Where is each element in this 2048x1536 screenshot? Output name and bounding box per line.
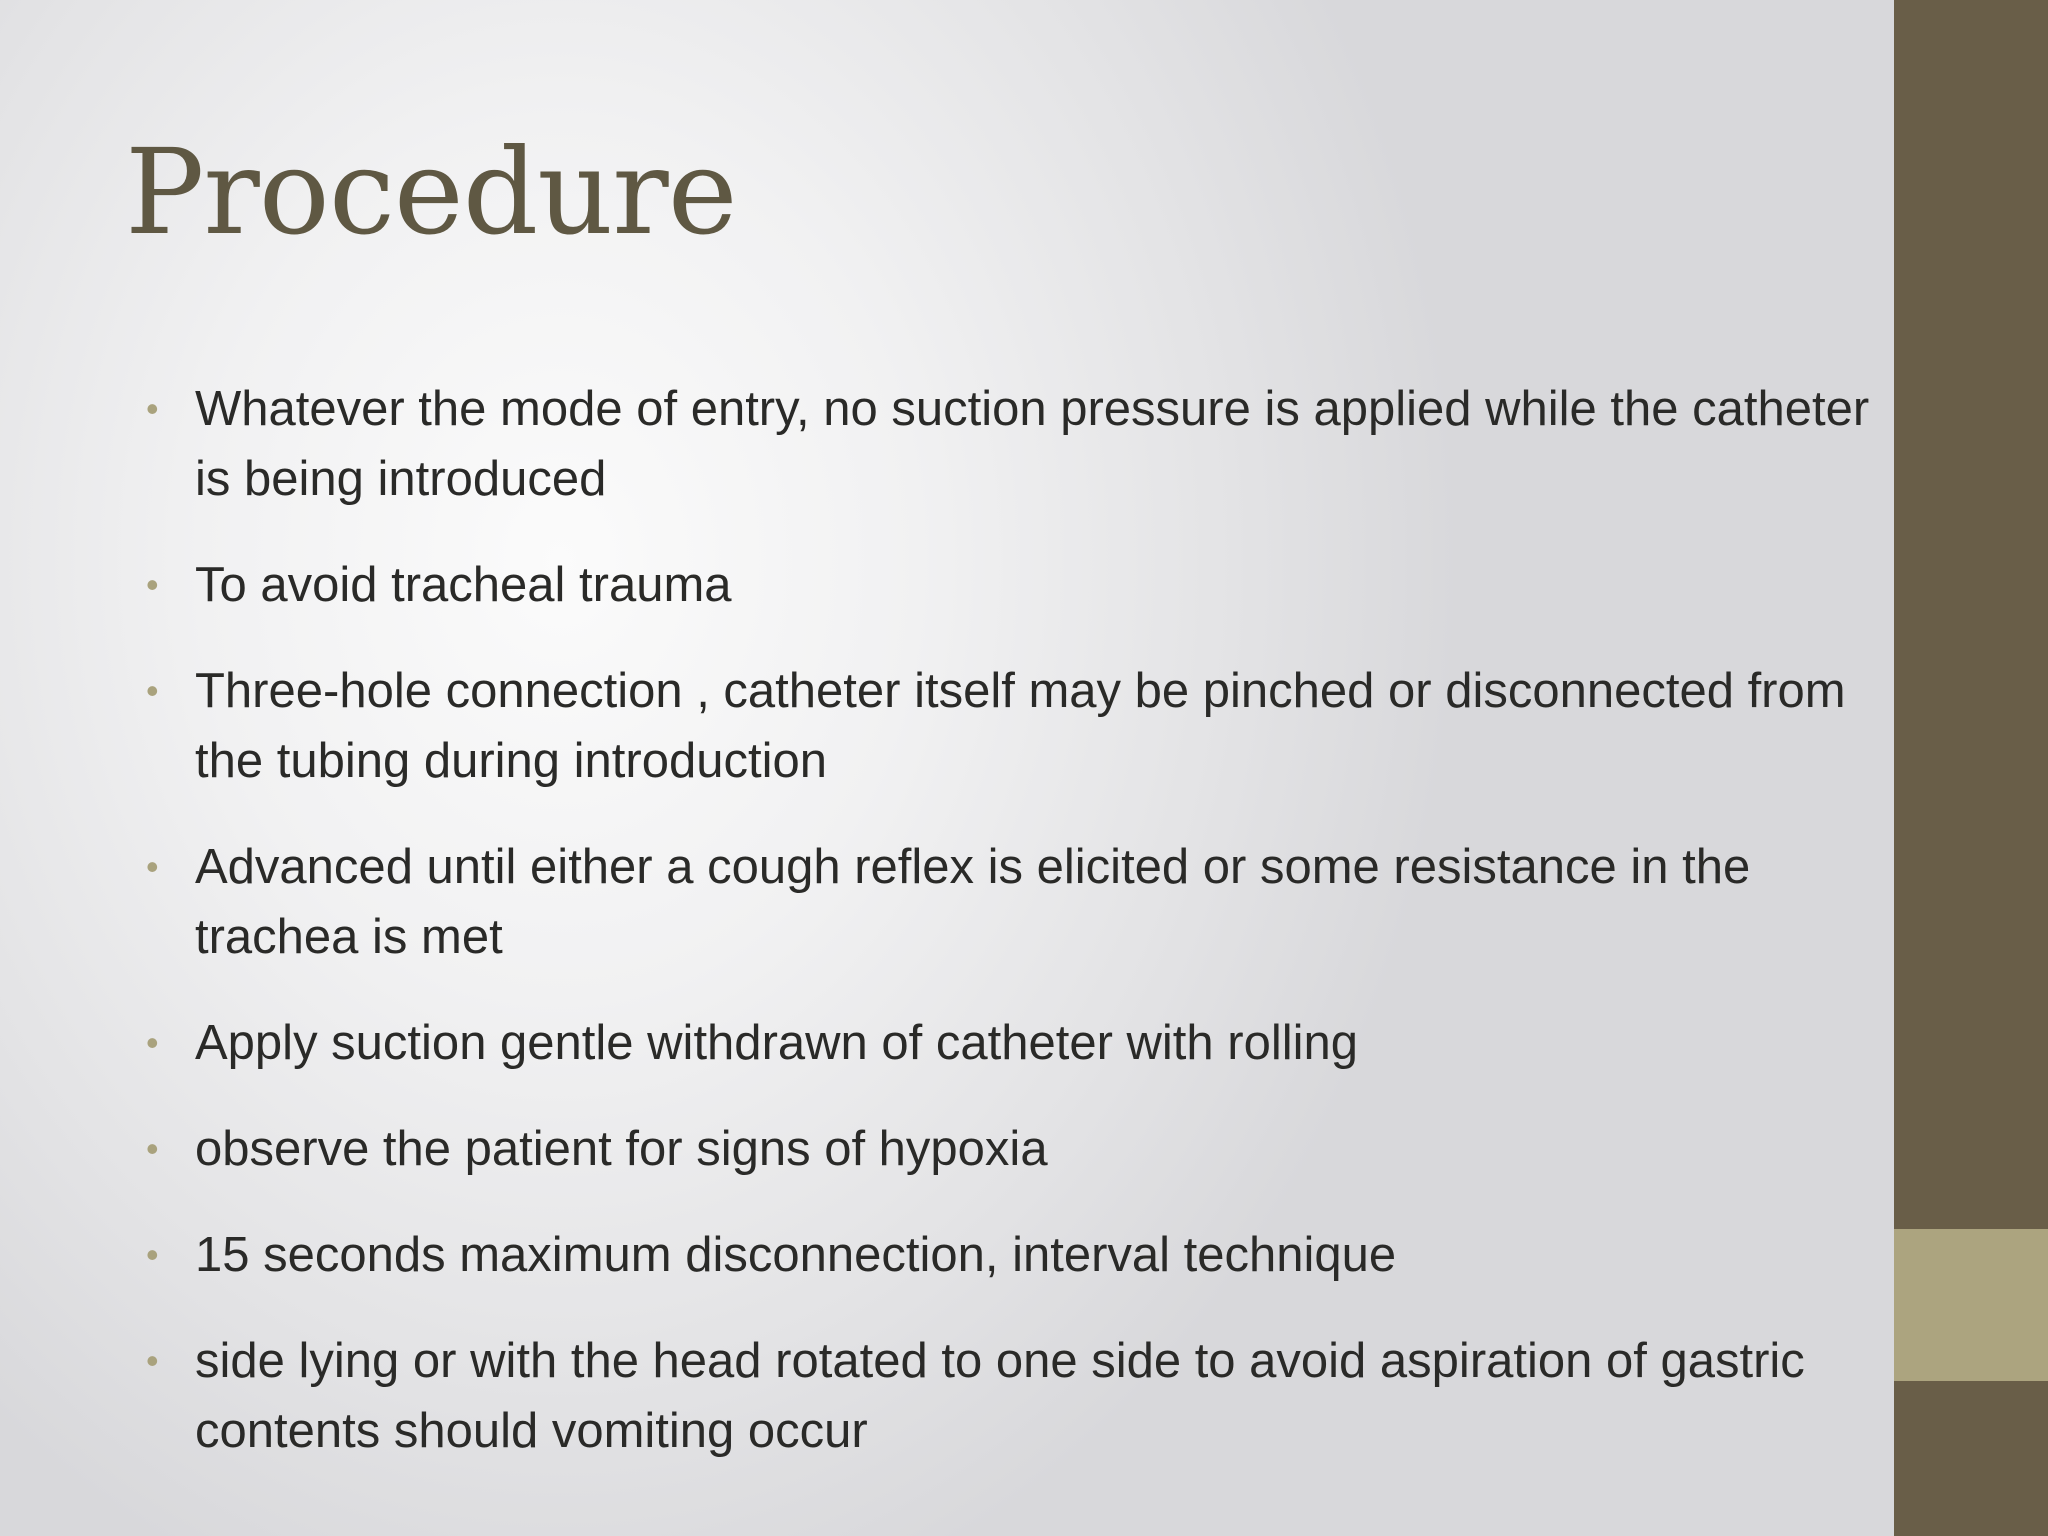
bullet-item bbox=[146, 550, 1886, 620]
bullet-text: Apply suction gentle withdrawn of catheter with rolling bbox=[195, 1016, 1359, 1070]
bullet-item bbox=[146, 374, 1886, 514]
slide-title: Procedure bbox=[125, 123, 737, 261]
bullet-text: Advanced until either a cough reflex is elicited or some resistance in the trachea is met bbox=[195, 840, 1751, 964]
bullet-item bbox=[146, 656, 1886, 796]
bullet-icon: • bbox=[146, 1022, 159, 1063]
bullet-text: To avoid tracheal trauma bbox=[195, 558, 732, 612]
bullet-item bbox=[146, 1008, 1886, 1078]
bullet-text: observe the patient for signs of hypoxia bbox=[195, 1122, 1048, 1176]
bullet-icon: • bbox=[146, 1128, 159, 1169]
bullet-item bbox=[146, 1220, 1886, 1290]
bullet-icon: • bbox=[146, 388, 159, 429]
bullet-text: 15 seconds maximum disconnection, interval technique bbox=[195, 1228, 1397, 1282]
bullet-icon: • bbox=[146, 670, 159, 711]
bullet-icon: • bbox=[146, 846, 159, 887]
decorative-side-accent bbox=[1894, 1229, 2048, 1381]
bullet-text: side lying or with the head rotated to one side to avoid aspiration of gastric contents should vomiting occur bbox=[195, 1334, 1805, 1458]
bullet-item bbox=[146, 832, 1886, 972]
bullet-icon: • bbox=[146, 1340, 159, 1381]
bullet-item bbox=[146, 1326, 1886, 1466]
bullet-text: Three-hole connection , catheter itself may be pinched or disconnected from the tubing during introduction bbox=[195, 664, 1846, 788]
bullet-text: Whatever the mode of entry, no suction pressure is applied while the catheter is being introduced bbox=[195, 382, 1870, 506]
bullet-list bbox=[146, 374, 1886, 1502]
bullet-item bbox=[146, 1114, 1886, 1184]
bullet-icon: • bbox=[146, 1234, 159, 1275]
bullet-icon: • bbox=[146, 564, 159, 605]
